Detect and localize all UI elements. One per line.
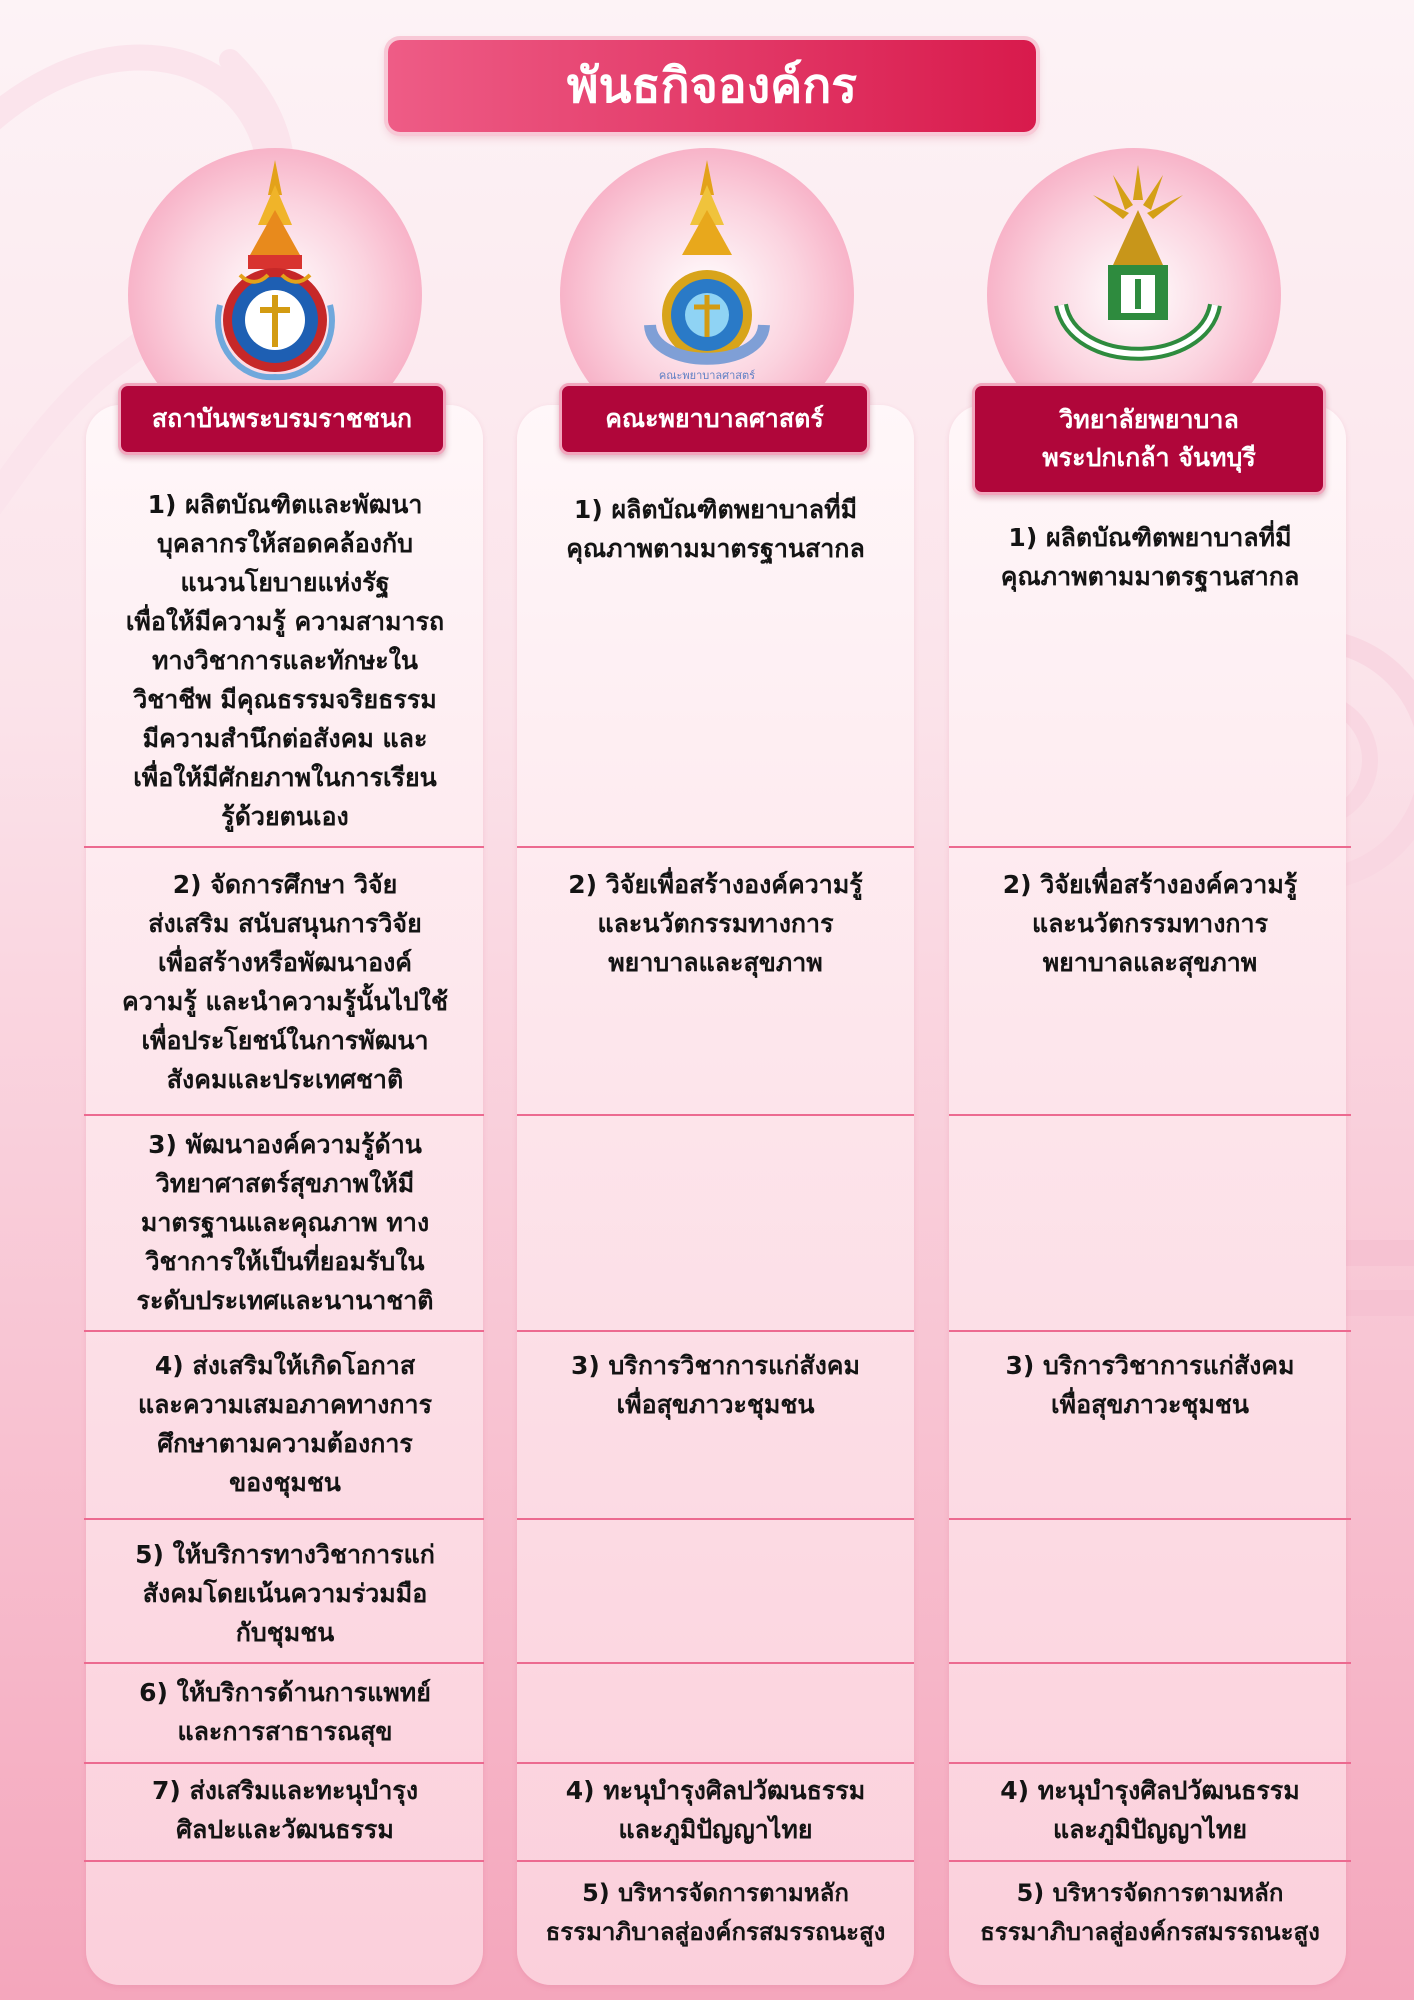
mission-item: 3) พัฒนาองค์ความรู้ด้าน วิทยาศาสตร์สุขภาพให้มี มาตรฐานและคุณภาพ ทาง วิชาการให้เป็นที่ยอมรับใน ระดับประเทศและนานาชาติ [136,1130,434,1315]
row-divider [517,1518,914,1520]
row-divider [84,1662,484,1664]
header-institute: สถาบันพระบรมราชชนก [118,383,446,455]
row-divider [84,1518,484,1520]
row-divider [517,846,914,848]
row-divider [949,1518,1351,1520]
mission-item: 5) ให้บริการทางวิชาการแก่ สังคมโดยเน้นความร่วมมือ กับชุมชน [135,1540,435,1647]
institute-emblem-icon [210,155,340,385]
header-faculty: คณะพยาบาลศาสตร์ [559,383,870,455]
row-divider [517,1860,914,1862]
mission-item: 5) บริหารจัดการตามหลัก ธรรมาภิบาลสู่องค์กรสมรรถนะสูง [980,1879,1320,1946]
row-divider [949,1114,1351,1116]
row-divider [84,1114,484,1116]
mission-item: 2) จัดการศึกษา วิจัย ส่งเสริม สนับสนุนการวิจัย เพื่อสร้างหรือพัฒนาองค์ ความรู้ และนำความรู้นั้นไปใช้ เพื่อประโยชน์ในการพัฒนา สังคมและประเทศชาติ [122,870,448,1094]
row-divider [517,1330,914,1332]
mission-item: 4) ทะนุบำรุงศิลปวัฒนธรรม และภูมิปัญญาไทย [565,1776,866,1844]
mission-item: 2) วิจัยเพื่อสร้างองค์ความรู้ และนวัตกรรมทางการ พยาบาลและสุขภาพ [1002,870,1298,977]
mission-item: 3) บริการวิชาการแก่สังคม เพื่อสุขภาวะชุมชน [571,1351,860,1419]
row-divider [949,1860,1351,1862]
column-panel-college [949,405,1346,1985]
column-panel-faculty [517,405,914,1985]
mission-item: 6) ให้บริการด้านการแพทย์ และการสาธารณสุข [139,1678,431,1746]
mission-item: 4) ส่งเสริมให้เกิดโอกาส และความเสมอภาคทางการ ศึกษาตามความต้องการ ของชุมชน [137,1351,432,1497]
mission-item: 2) วิจัยเพื่อสร้างองค์ความรู้ และนวัตกรรมทางการ พยาบาลและสุขภาพ [568,870,863,977]
mission-item: 1) ผลิตบัณฑิตและพัฒนา บุคลากรให้สอดคล้องกับ แนวนโยบายแห่งรัฐ เพื่อให้มีความรู้ ความสามารถ ทางวิชาการและทักษะใน วิชาชีพ มีคุณธรรมจริยธรรม มีความสำนึกต่อสังคม และ เพื่อให้มีศักยภาพในการเรียน รู้ด้วยตนเอง [125,490,445,831]
mission-item: 7) ส่งเสริมและทะนุบำรุง ศิลปะและวัฒนธรรม [151,1776,419,1844]
row-divider [517,1662,914,1664]
row-divider [517,1762,914,1764]
page-title: พันธกิจองค์กร [388,40,1036,132]
row-divider [949,1662,1351,1664]
mission-item: 1) ผลิตบัณฑิตพยาบาลที่มี คุณภาพตามมาตรฐานสากล [566,495,865,563]
mission-item: 1) ผลิตบัณฑิตพยาบาลที่มี คุณภาพตามมาตรฐานสากล [1000,523,1300,591]
faculty-of-nursing-emblem-icon [642,155,772,385]
row-divider [517,1114,914,1116]
mission-item: 4) ทะนุบำรุงศิลปวัฒนธรรม และภูมิปัญญาไทย [1000,1776,1300,1844]
mission-item: 5) บริหารจัดการตามหลัก ธรรมาภิบาลสู่องค์กรสมรรถนะสูง [545,1879,886,1946]
row-divider [84,1860,484,1862]
svg-text:คณะพยาบาลศาสตร์: คณะพยาบาลศาสตร์ [658,369,756,382]
row-divider [84,1762,484,1764]
row-divider [949,1330,1351,1332]
mission-item: 3) บริการวิชาการแก่สังคม เพื่อสุขภาวะชุมชน [1005,1351,1295,1419]
row-divider [84,846,484,848]
row-divider [949,1762,1351,1764]
nursing-college-emblem-icon [1052,155,1224,385]
row-divider [84,1330,484,1332]
row-divider [949,846,1351,848]
header-college: วิทยาลัยพยาบาล พระปกเกล้า จันทบุรี [972,383,1326,495]
